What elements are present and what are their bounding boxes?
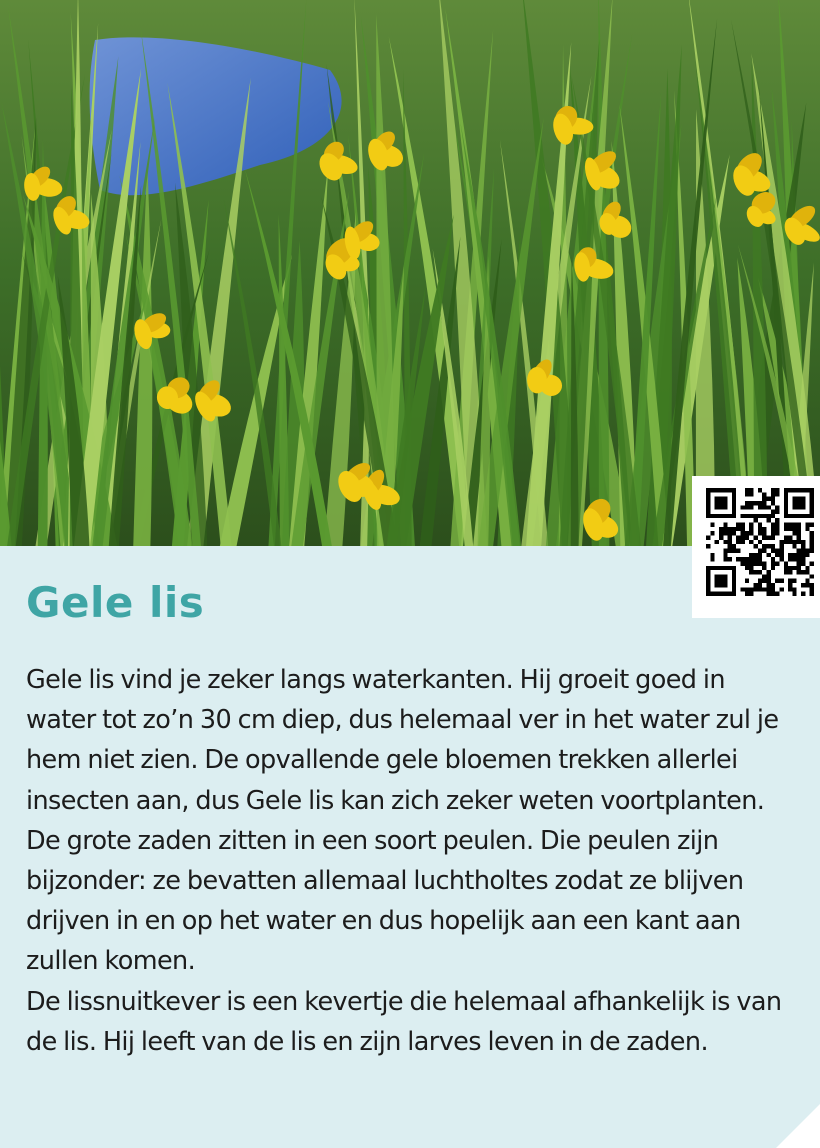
paragraph-beetle: De lissnuitkever is een kevertje die helemaal afhankelijk is van de lis. Hij leeft van de lis en zijn larves leven in de zaden.	[26, 986, 782, 1057]
paragraph-habitat: Gele lis vind je zeker langs waterkanten. Hij groeit goed in water tot zo’n 30 cm diep, dus helemaal ver in het water zul je hem niet zien. De opvallende gele bloemen trekken allerlei insecten aan, dus Gele lis kan zich zeker weten voortplanten.	[26, 665, 779, 816]
article-body	[26, 660, 796, 1062]
page-corner	[776, 1104, 820, 1148]
iris-photo	[0, 0, 820, 546]
qr-code-icon	[706, 488, 814, 596]
paragraph-seeds: De grote zaden zitten in een soort peulen. Die peulen zijn bijzonder: ze bevatten allemaal luchtholtes zodat ze blijven drijven in en op het water en dus hopelijk aan een kant aan zullen komen.	[26, 825, 744, 977]
qr-code[interactable]	[692, 476, 820, 618]
article-title: Gele lis	[26, 578, 205, 627]
iris-photo-drawing	[0, 0, 820, 546]
